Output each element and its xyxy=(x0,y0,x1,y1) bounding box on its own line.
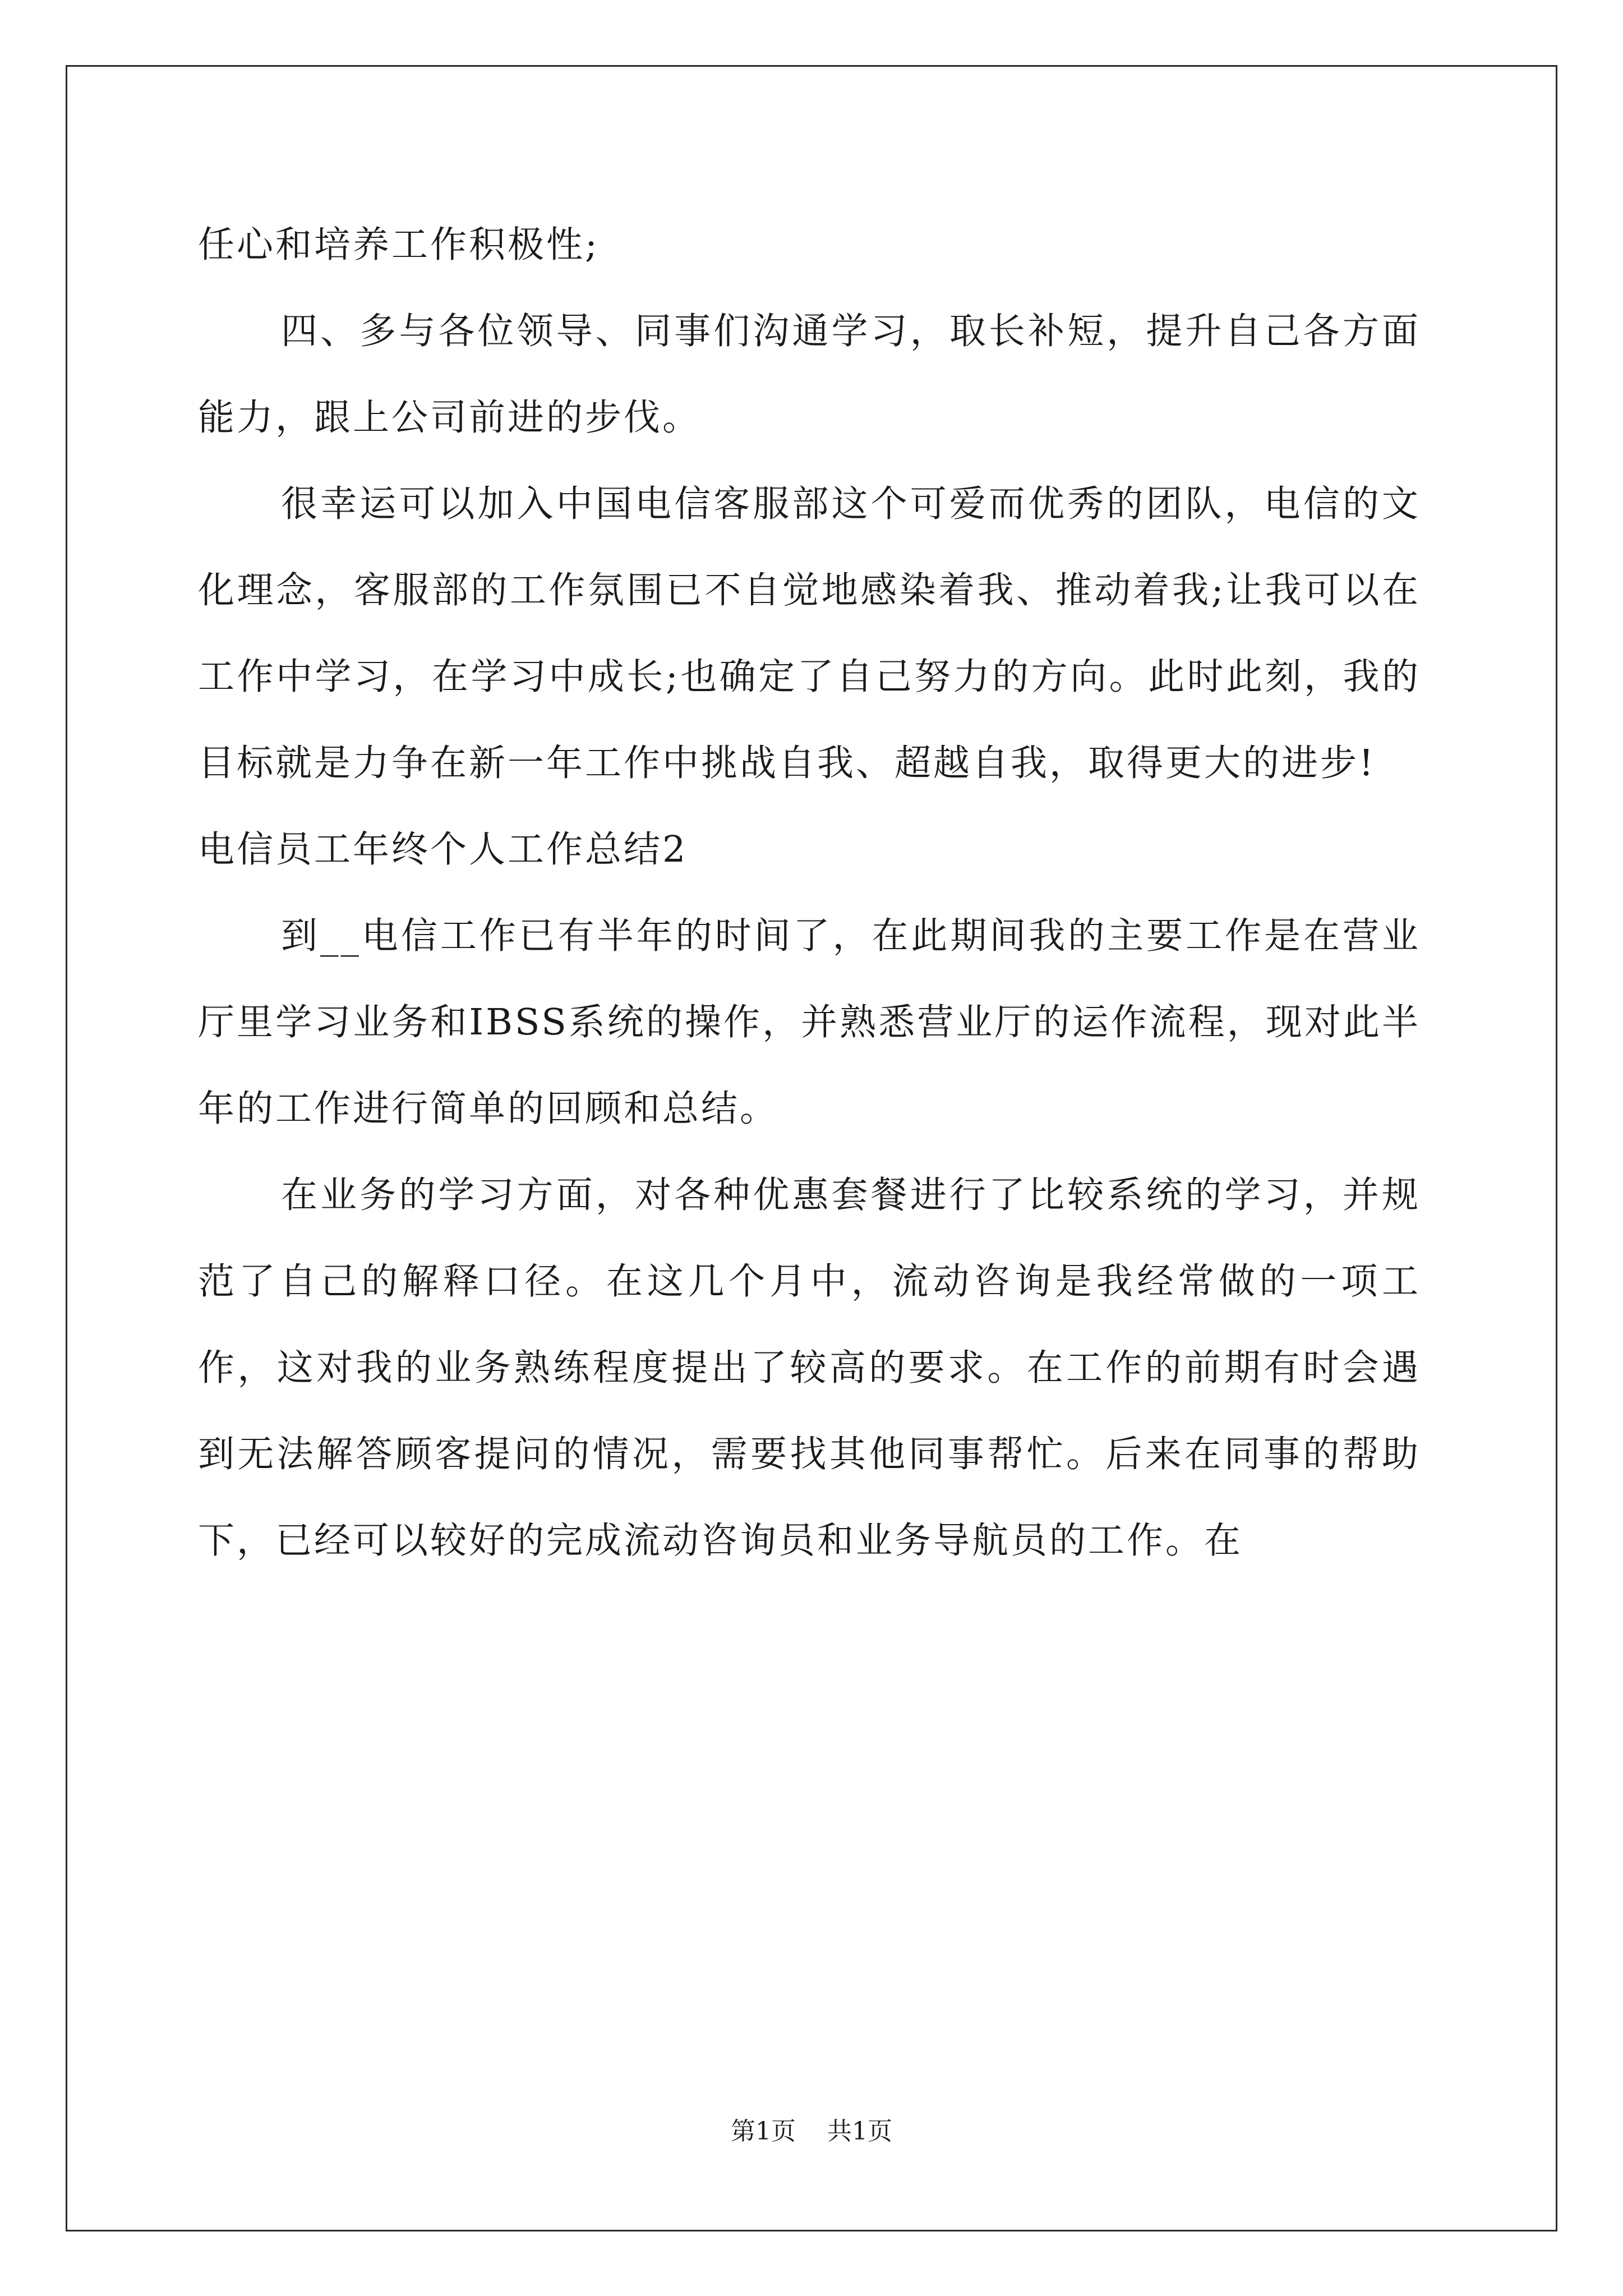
page-number: 第1页 xyxy=(731,2117,796,2146)
page-footer xyxy=(0,2115,1623,2148)
paragraph: 在业务的学习方面，对各种优惠套餐进行了比较系统的学习，并规范了自己的解释口径。在这几个月中，流动咨询是我经常做的一项工作，这对我的业务熟练程度提出了较高的要求。在工作的前期有时会遇到无法解答顾客提问的情况，需要找其他同事帮忙。后来在同事的帮助下，已经可以较好的完成流动咨询员和业务导航员的工作。在 xyxy=(198,1174,1421,1562)
section-heading: 电信员工年终个人工作总结2 xyxy=(198,829,688,871)
paragraph: 四、多与各位领导、同事们沟通学习，取长补短，提升自己各方面能力，跟上公司前进的步伐。 xyxy=(198,310,1421,439)
page-total: 共1页 xyxy=(827,2117,892,2146)
paragraph: 很幸运可以加入中国电信客服部这个可爱而优秀的团队，电信的文化理念，客服部的工作氛围已不自觉地感染着我、推动着我;让我可以在工作中学习，在学习中成长;也确定了自己努力的方向。此时此刻，我的目标就是力争在新一年工作中挑战自我、超越自我，取得更大的进步! xyxy=(198,483,1421,784)
document-body xyxy=(198,202,1421,1584)
paragraph: 到__电信工作已有半年的时间了，在此期间我的主要工作是在营业厅里学习业务和IBSS系统的操作，并熟悉营业厅的运作流程，现对此半年的工作进行简单的回顾和总结。 xyxy=(198,915,1421,1130)
paragraph: 任心和培养工作积极性; xyxy=(198,224,600,266)
